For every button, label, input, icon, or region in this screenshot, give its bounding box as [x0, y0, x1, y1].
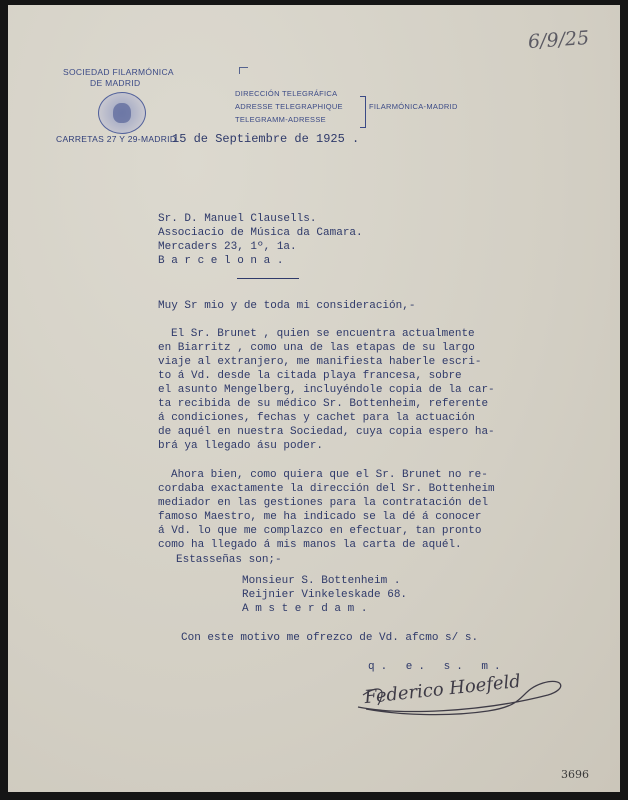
paragraph2-line: mediador en las gestiones para la contratación del [158, 497, 489, 509]
paragraph1-line: ta recibida de su médico Sr. Bottenheim, referente [158, 398, 489, 410]
paragraph1-line: el asunto Mengelberg, incluyéndole copia de la car- [158, 384, 495, 396]
closing-abbreviation: q. e. s. m. [368, 661, 507, 673]
society-name-line2: DE MADRID [90, 78, 141, 88]
telegraph-label-1: DIRECCIÓN TELEGRÁFICA [235, 89, 338, 98]
recipient-line-1: Sr. D. Manuel Clausells. [158, 213, 317, 225]
society-address: CARRETAS 27 Y 29-MADRID [56, 134, 177, 144]
paragraph2-line: famoso Maestro, me ha indicado se la dé á conocer [158, 511, 482, 523]
telegraph-name: FILARMÓNICA-MADRID [369, 102, 458, 111]
paragraph1-line: viaje al extranjero, me manifiesta haberle escri- [158, 356, 482, 368]
recipient-underline [237, 278, 299, 279]
signature-text: Federico Hoefeld [363, 670, 522, 709]
closing-line: Con este motivo me ofrezco de Vd. afcmo s/ s. [181, 632, 479, 644]
archive-number: 3696 [561, 768, 589, 781]
address-line-1: Monsieur S. Bottenheim . [242, 575, 401, 587]
address-line-3: A m s t e r d a m . [242, 603, 368, 615]
signature-flourish-icon [338, 665, 578, 725]
society-name-line1: SOCIEDAD FILARMÓNICA [63, 67, 174, 77]
telegraph-bracket [360, 96, 366, 128]
letter-date: 15 de Septiembre de 1925 . [172, 132, 360, 146]
paragraph1-line: El Sr. Brunet , quien se encuentra actualmente [171, 328, 475, 340]
paragraph1-line: de aquél en nuestra Sociedad, cuya copia espero ha- [158, 426, 495, 438]
paragraph2-line: á Vd. lo que me complazco en efectuar, tan pronto [158, 525, 482, 537]
paragraph2-line: Ahora bien, como quiera que el Sr. Brunet no re- [171, 469, 488, 481]
recipient-line-4: B a r c e l o n a . [158, 255, 284, 267]
paragraph2-line: cordaba exactamente la dirección del Sr. Bottenheim [158, 483, 495, 495]
recipient-line-2: Associacio de Música da Camara. [158, 227, 363, 239]
telegraph-label-2: ADRESSE TELEGRAPHIQUE [235, 102, 343, 111]
paragraph1-line: to á Vd. desde la citada playa francesa, sobre [158, 370, 462, 382]
society-seal-icon [98, 92, 146, 134]
recipient-line-3: Mercaders 23, 1º, 1a. [158, 241, 297, 253]
address-intro: Estasseñas son;- [176, 554, 282, 566]
paragraph1-line: á condiciones, fechas y cachet para la actuación [158, 412, 475, 424]
handwritten-date-note: 6/9/25 [527, 26, 590, 54]
mark-icon [239, 67, 248, 74]
telegraph-label-3: TELEGRAMM-ADRESSE [235, 115, 326, 124]
paragraph1-line: en Biarritz , como una de las etapas de su largo [158, 342, 475, 354]
address-line-2: Reijnier Vinkeleskade 68. [242, 589, 408, 601]
paragraph2-line: como ha llegado á mis manos la carta de aquél. [158, 539, 462, 551]
letter-paper [8, 5, 620, 792]
paragraph1-line: brá ya llegado ásu poder. [158, 440, 324, 452]
salutation: Muy Sr mio y de toda mi consideración,- [158, 300, 416, 312]
